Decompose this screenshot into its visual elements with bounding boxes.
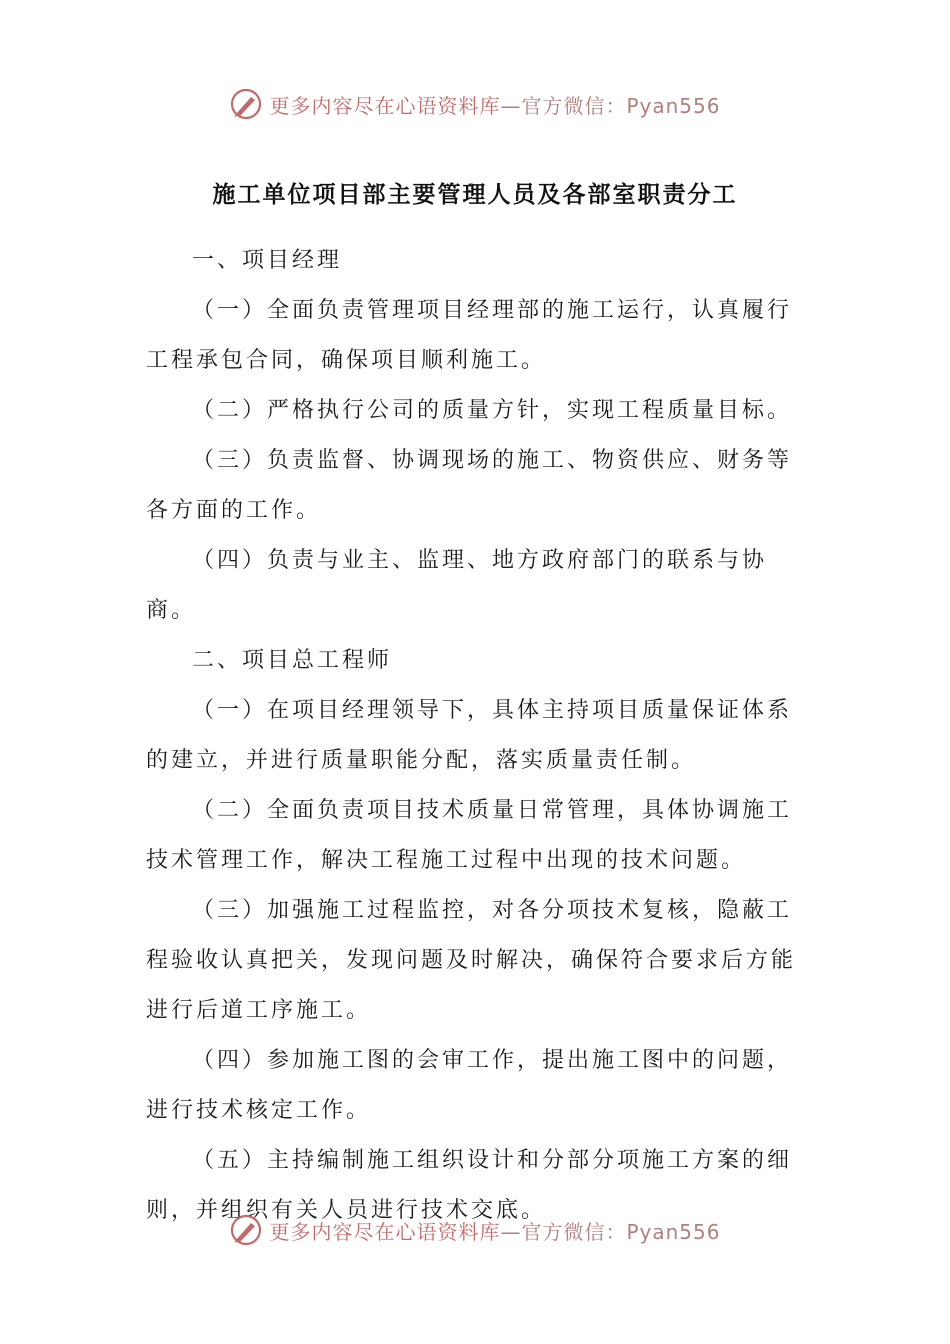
watermark-text: 更多内容尽在心语资料库—官方微信：Pyan556: [269, 1219, 721, 1244]
section-heading-project-manager: 一、项目经理: [192, 248, 343, 273]
paragraph: （一）全面负责管理项目经理部的施工运行，认真履行工程承包合同，确保项目顺利施工。: [146, 298, 793, 373]
paragraph: （三）加强施工过程监控，对各分项技术复核，隐蔽工程验收认真把关，发现问题及时解决，确保符合要求后方能进行后道工序施工。: [146, 898, 797, 1023]
watermark-text: 更多内容尽在心语资料库—官方微信：Pyan556: [269, 93, 721, 118]
document-body: [146, 236, 816, 1236]
document-title: 施工单位项目部主要管理人员及各部室职责分工: [212, 182, 738, 208]
paragraph: （二）严格执行公司的质量方针，实现工程质量目标。: [192, 398, 793, 423]
paragraph: （二）全面负责项目技术质量日常管理，具体协调施工技术管理工作，解决工程施工过程中出现的技术问题。: [146, 798, 793, 873]
watermark-footer: [0, 1210, 950, 1250]
paragraph: （四）参加施工图的会审工作，提出施工图中的问题，进行技术核定工作。: [146, 1048, 793, 1123]
paragraph: （一）在项目经理领导下，具体主持项目质量保证体系的建立，并进行质量职能分配，落实质量责任制。: [146, 698, 793, 773]
paragraph: （五）主持编制施工组织设计和分部分项施工方案的细则，并组织有关人员进行技术交底。: [146, 1148, 793, 1223]
pen-logo-icon: [229, 1213, 263, 1247]
paragraph: （四）负责与业主、监理、地方政府部门的联系与协商。: [146, 548, 768, 623]
watermark-header: [0, 84, 950, 124]
section-heading-chief-engineer: 二、项目总工程师: [192, 648, 393, 673]
pen-logo-icon: [229, 87, 263, 121]
paragraph: （三）负责监督、协调现场的施工、物资供应、财务等各方面的工作。: [146, 448, 793, 523]
